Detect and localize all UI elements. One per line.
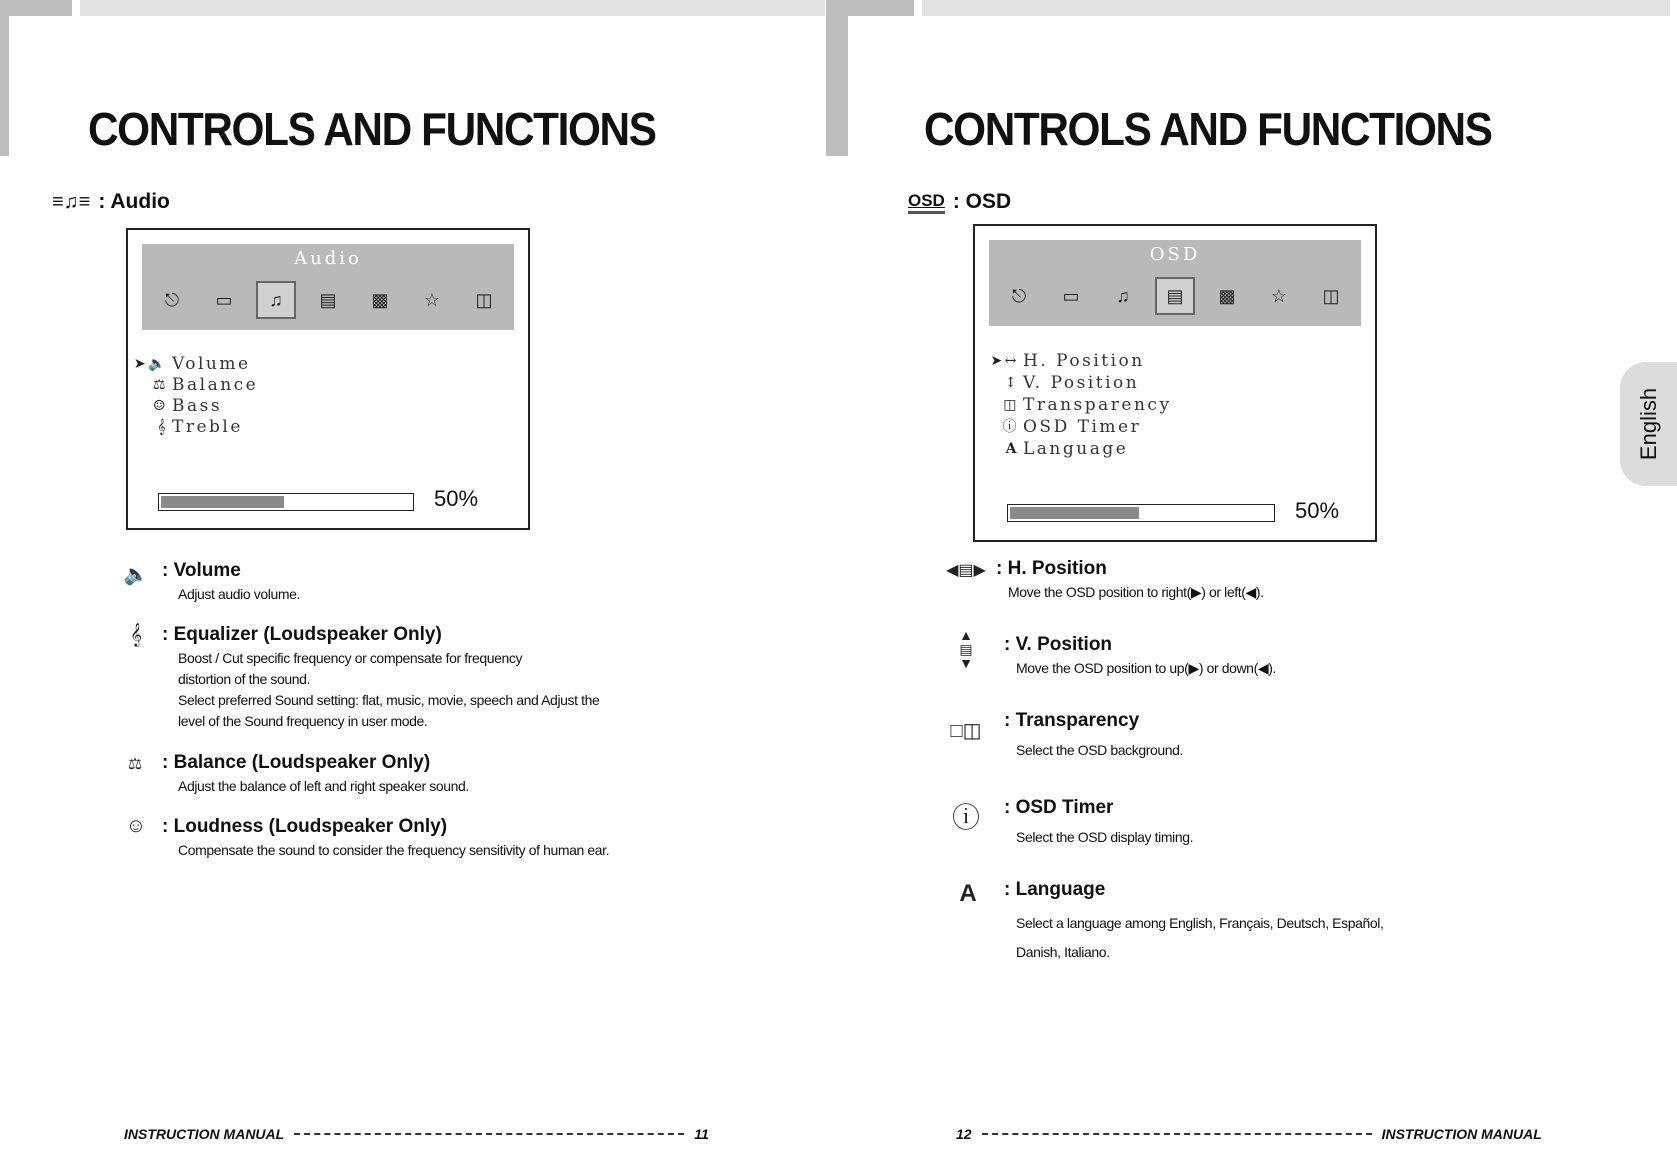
menu-title: OSD — [1149, 244, 1201, 265]
top-strip — [80, 0, 825, 16]
menu-item — [128, 396, 258, 417]
progress-fill — [1010, 507, 1139, 519]
entry-desc — [162, 648, 708, 732]
page-footer — [956, 1126, 1542, 1142]
menu-item-label: Language — [1023, 439, 1129, 459]
menu-item-label: H. Position — [1023, 351, 1145, 371]
footer-label: INSTRUCTION MANUAL — [124, 1126, 285, 1142]
timer-icon: ⓘ — [951, 802, 980, 833]
menu-item — [975, 438, 1172, 460]
menu-item-label: Transparency — [1023, 395, 1172, 415]
info-icon: ◫ — [475, 289, 493, 310]
h-position-icon: ➤↔ — [990, 353, 1019, 369]
progress-bar — [158, 493, 414, 511]
entry-title: : Language — [1004, 879, 1106, 900]
progress-bar — [1007, 504, 1275, 522]
loudness-icon: ☺ — [125, 815, 147, 837]
entry-desc — [1004, 658, 1276, 679]
desc-line: Move the OSD position to right(▶) or left(◀). — [1008, 584, 1264, 600]
desc-line: distortion of the sound. — [178, 671, 311, 687]
menu-item — [975, 350, 1172, 372]
entry-title: : Balance (Loudspeaker Only) — [162, 752, 431, 773]
picture-icon: ⎋ — [164, 289, 180, 310]
entry-desc — [1004, 827, 1193, 848]
menu-title: Audio — [294, 248, 362, 269]
menu-item-label: OSD Timer — [1023, 417, 1142, 437]
bass-icon: ☺ — [152, 398, 168, 414]
desc-line: Select the OSD display timing. — [1016, 829, 1194, 845]
page-12 — [838, 0, 1677, 1172]
v-position-icon: ↕ — [1004, 375, 1019, 391]
entry-desc — [996, 582, 1264, 603]
entry-desc — [1004, 909, 1383, 967]
audio-icon: ♫ — [1116, 285, 1130, 306]
menu-item — [128, 375, 258, 396]
info-icon: ◫ — [1322, 285, 1340, 306]
desc-line: Select a language among English, Français, Deutsch, Español, — [1016, 915, 1384, 931]
footer-divider — [982, 1133, 1372, 1135]
entry-osd-timer — [1004, 797, 1193, 848]
color-icon: ▩ — [371, 289, 389, 310]
timer-icon: ⓘ — [1002, 419, 1019, 435]
desc-line: Danish, Italiano. — [1016, 944, 1110, 960]
page-footer — [124, 1126, 709, 1142]
menu-item — [975, 372, 1172, 394]
entry-v-position — [1004, 634, 1276, 679]
v-position-icon: ▲ ▤ ▼ — [959, 627, 973, 671]
menu-icon-row — [152, 280, 504, 320]
page-title: CONTROLS AND FUNCTIONS — [88, 103, 656, 155]
menu-item — [128, 354, 258, 375]
volume-icon: ➤🔈 — [133, 356, 168, 372]
progress-fill — [161, 496, 284, 508]
side-bar — [838, 0, 848, 156]
side-bar — [826, 0, 838, 156]
menu-header — [989, 240, 1361, 326]
menu-item-label: Bass — [172, 396, 223, 416]
transparency-icon: ◫ — [1003, 397, 1019, 413]
star-icon: ☆ — [1270, 285, 1288, 306]
volume-icon: 🔈 — [123, 564, 149, 586]
page-number: 11 — [694, 1126, 709, 1142]
desc-line: Select preferred Sound setting: flat, music, movie, speech and Adjust the — [178, 692, 600, 708]
desc-line: Adjust audio volume. — [178, 586, 300, 602]
entry-transparency — [1004, 710, 1183, 761]
menu-icon-row — [999, 276, 1351, 316]
osd-icon: OSD — [908, 191, 945, 214]
entry-title: : Transparency — [1004, 710, 1140, 731]
osd-icon: ▤ — [319, 289, 337, 310]
language-tab — [1620, 362, 1677, 486]
monitor-icon: ▭ — [215, 289, 233, 310]
desc-line: Select the OSD background. — [1016, 742, 1184, 758]
section-label: : OSD — [952, 190, 1012, 213]
language-icon: A — [1005, 441, 1019, 457]
desc-line: Boost / Cut specific frequency or compensate for frequency — [178, 650, 523, 666]
osd-icon: ▤ — [1155, 277, 1195, 315]
progress-value: 50% — [1295, 498, 1340, 523]
entry-title: : Loudness (Loudspeaker Only) — [162, 816, 448, 837]
page-title: CONTROLS AND FUNCTIONS — [924, 103, 1492, 155]
monitor-icon: ▭ — [1062, 285, 1080, 306]
entry-title: : Equalizer (Loudspeaker Only) — [162, 624, 442, 645]
menu-list — [128, 354, 258, 438]
menu-item — [975, 394, 1172, 416]
entry-title: : V. Position — [1004, 634, 1113, 655]
transparency-icon: □◫ — [950, 720, 982, 742]
entry-language — [1004, 879, 1383, 967]
top-strip — [0, 0, 72, 16]
audio-icon: ≡♫≡ — [52, 190, 91, 213]
equalizer-icon: 𝄞 — [130, 624, 142, 646]
menu-item — [128, 417, 258, 438]
language-icon: A — [959, 880, 977, 907]
entry-desc — [162, 776, 469, 797]
entry-desc — [162, 840, 609, 861]
entry-equalizer — [162, 624, 708, 732]
menu-item-label: Treble — [172, 417, 243, 437]
desc-line: Adjust the balance of left and right speaker sound. — [178, 778, 469, 794]
desc-line: level of the Sound frequency in user mode. — [178, 713, 428, 729]
entry-volume — [162, 560, 300, 605]
entry-title: : OSD Timer — [1004, 797, 1114, 818]
entry-desc — [162, 584, 300, 605]
entry-title: : Volume — [162, 560, 241, 581]
page-number: 12 — [956, 1126, 972, 1142]
menu-item-label: V. Position — [1023, 373, 1140, 393]
entry-loudness — [162, 816, 609, 861]
progress-value: 50% — [434, 486, 479, 511]
entry-desc — [1004, 740, 1183, 761]
entry-title: : H. Position — [996, 558, 1107, 579]
desc-line: Compensate the sound to consider the frequency sensitivity of human ear. — [178, 842, 610, 858]
section-osd — [908, 190, 1011, 214]
menu-item-label: Volume — [172, 354, 251, 374]
entry-balance — [162, 752, 469, 797]
menu-header — [142, 244, 514, 330]
star-icon: ☆ — [423, 289, 441, 310]
menu-item — [975, 416, 1172, 438]
menu-list — [975, 350, 1172, 460]
balance-icon: ⚖ — [152, 377, 168, 393]
section-label: : Audio — [98, 190, 170, 213]
osd-menu-screenshot — [973, 224, 1377, 542]
h-position-icon: ◀▤▶ — [946, 562, 986, 579]
section-audio — [52, 190, 170, 214]
picture-icon: ⎋ — [1011, 285, 1027, 306]
treble-icon: 𝄞 — [157, 419, 168, 435]
top-strip — [838, 0, 914, 16]
entry-h-position — [996, 558, 1264, 603]
balance-icon: ⚖ — [127, 756, 143, 773]
menu-item-label: Balance — [172, 375, 259, 395]
audio-icon: ♫ — [256, 281, 296, 319]
footer-divider — [294, 1133, 684, 1135]
footer-label: INSTRUCTION MANUAL — [1381, 1126, 1542, 1142]
audio-menu-screenshot — [126, 228, 530, 530]
top-strip — [922, 0, 1670, 16]
page-11 — [0, 0, 838, 1172]
language-tab-label: English — [1635, 387, 1661, 461]
desc-line: Move the OSD position to up(▶) or down(◀). — [1016, 660, 1276, 676]
color-icon: ▩ — [1218, 285, 1236, 306]
side-bar — [0, 0, 9, 156]
